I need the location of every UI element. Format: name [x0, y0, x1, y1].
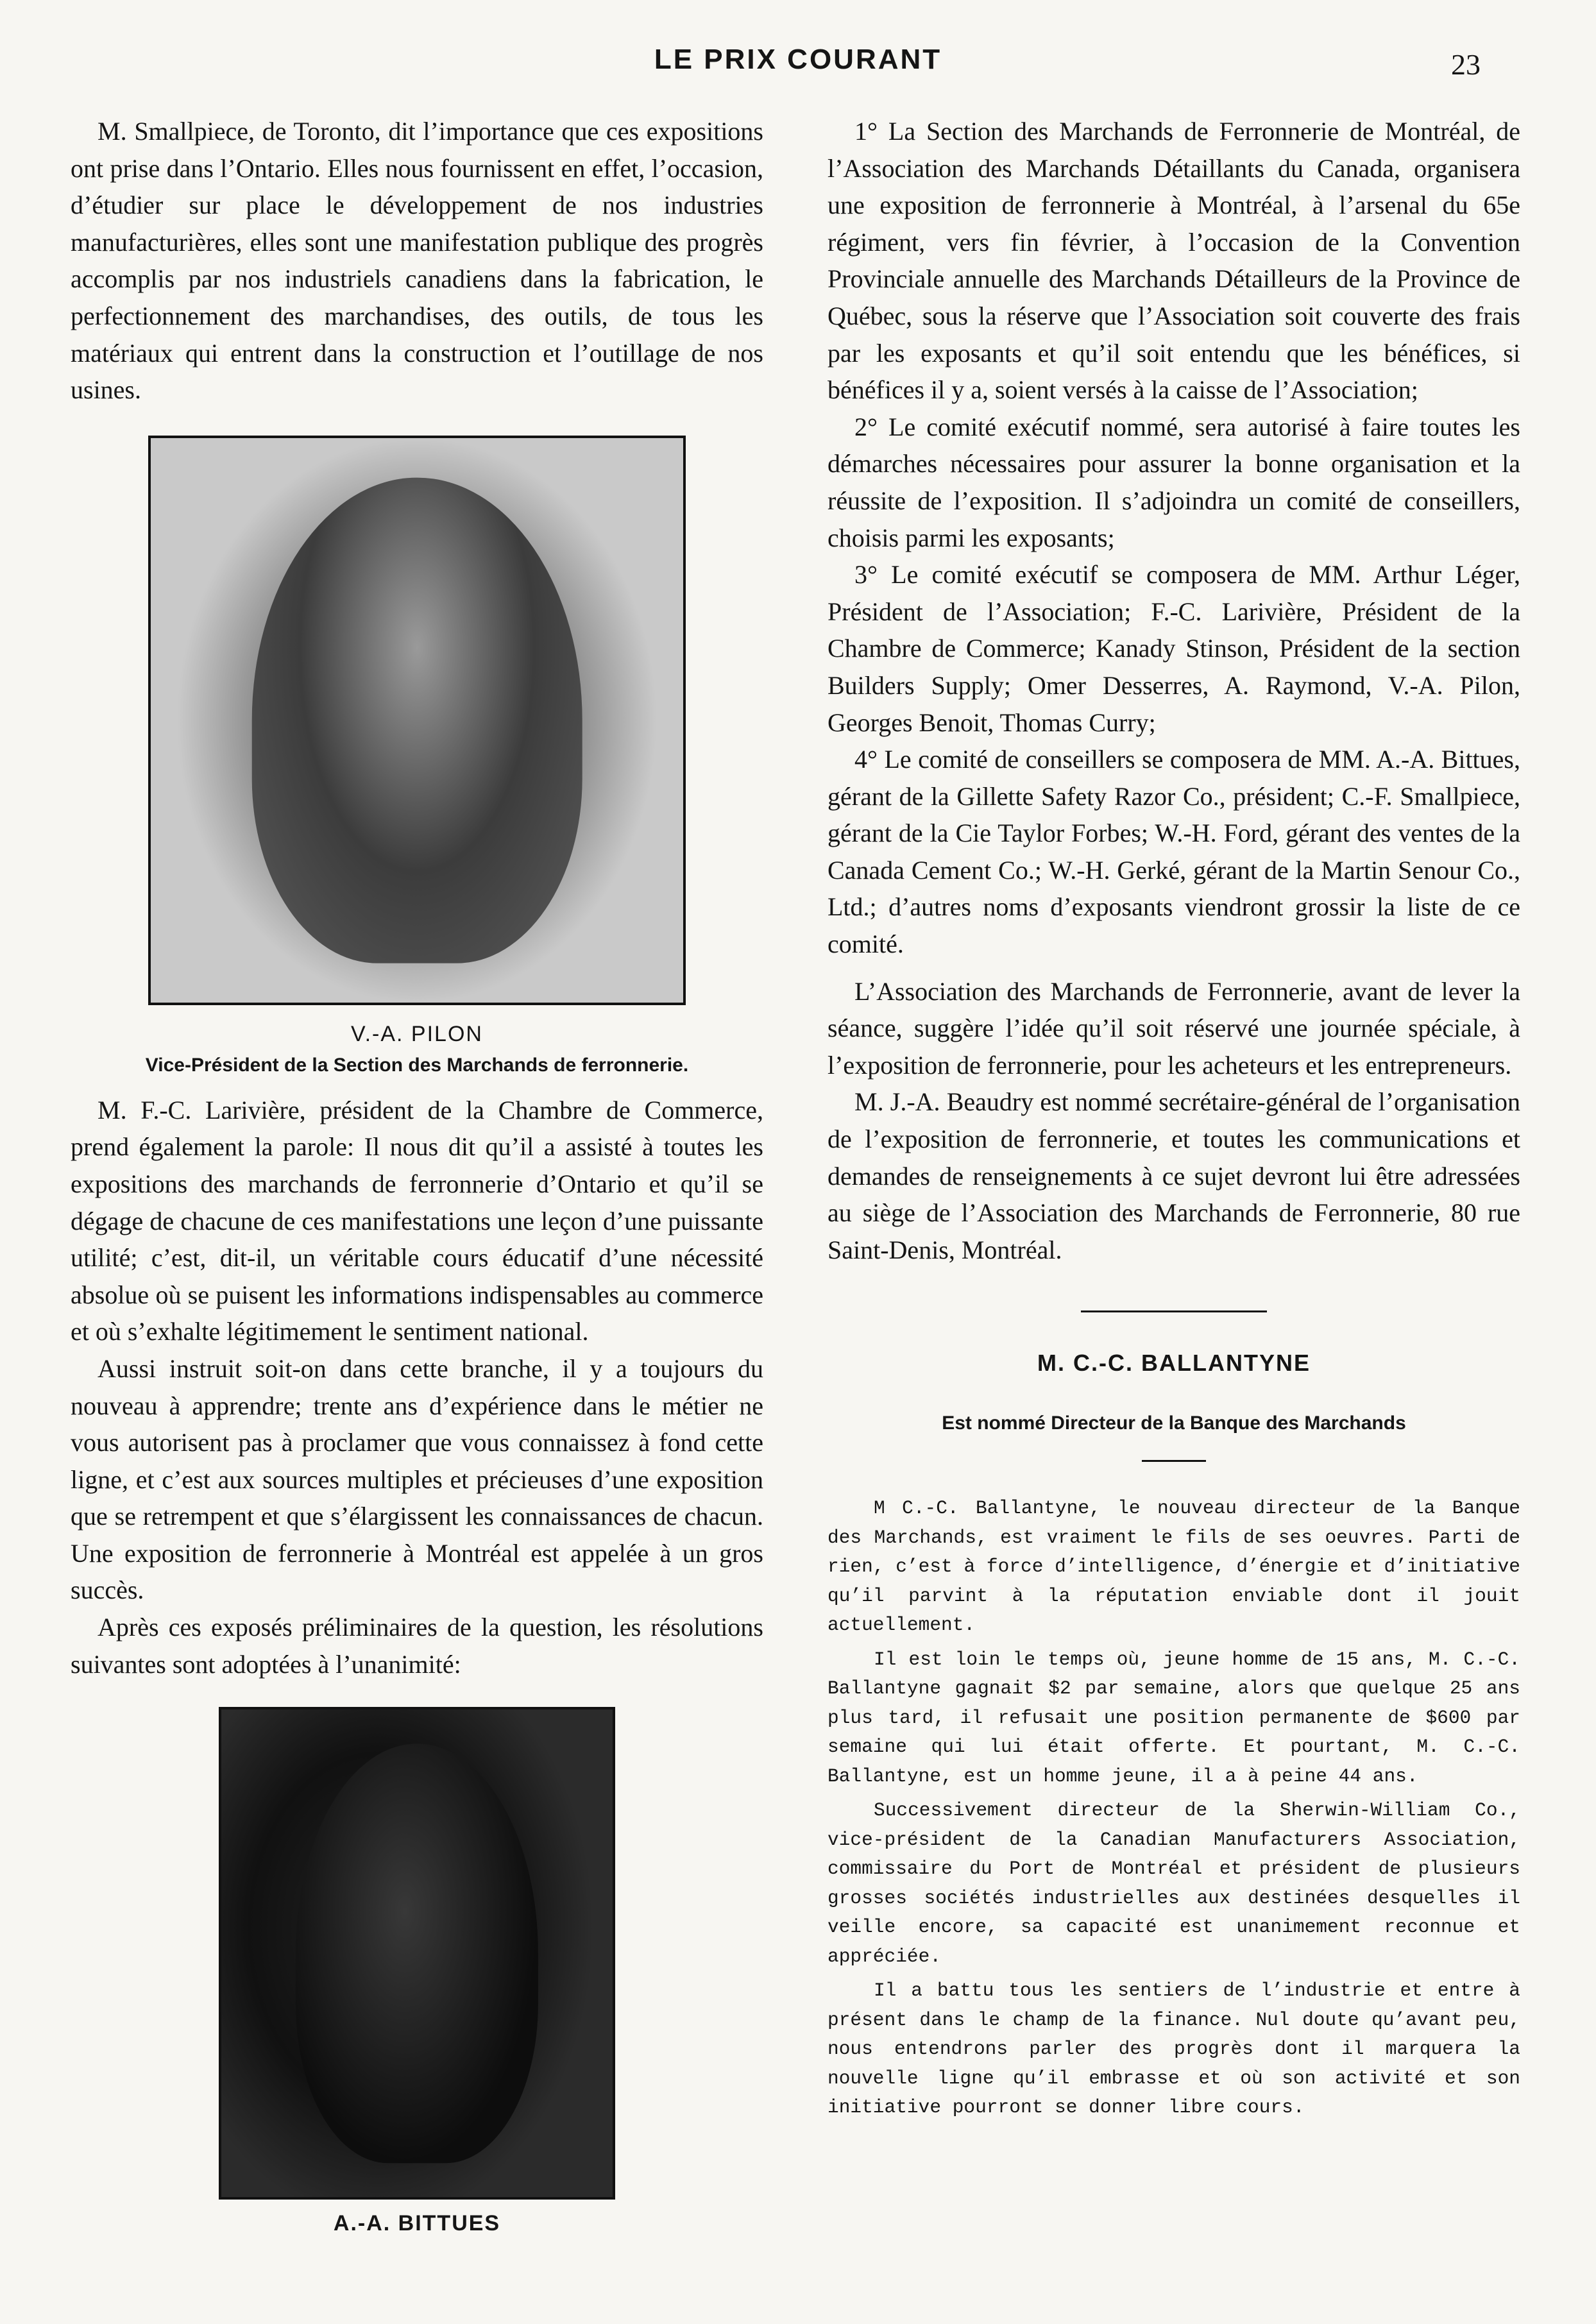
pilon-caption-role: Vice-Président de la Section des Marchands de ferronnerie.: [145, 1054, 689, 1076]
subheading-divider: [1142, 1460, 1206, 1462]
ballantyne-paragraph-4: Il a battu tous les sentiers de l’industrie et entre à présent dans le champ de la finance. Nul doute qu’avant peu, nous entendrons parler des progrès dont il marquera la nouvelle ligne qu’il embrasse et où son activité et son initiative pourront se donner libre cours.: [828, 1980, 1520, 2119]
section-divider: [1081, 1310, 1267, 1312]
resolutions-intro-paragraph: Après ces exposés préliminaires de la question, les résolutions suivantes sont adoptées à l’unanimité:: [71, 1613, 763, 1679]
resolution-4: 4° Le comité de conseillers se composera de MM. A.-A. Bittues, gérant de la Gillette Safety Razor Co., président; C.-F. Smallpiece, gérant de la Cie Taylor Forbes; W.-H. Ford, gérant des ventes de la Canada Cement Co.; W.-H. Gerké, gérant de la Martin Senour Co., Ltd.; d’autres noms d’exposants viendront grossir la liste de ce comité.: [828, 745, 1520, 959]
pilon-portrait-figure: [252, 477, 582, 963]
publication-title: LE PRIX COURANT: [654, 44, 942, 75]
resolution-2: 2° Le comité exécutif nommé, sera autorisé à faire toutes les démarches nécessaires pour assurer la bonne organisation et la réussite de l’exposition. Il s’adjoindra un comité de conseillers, choisis parmi les exposants;: [828, 412, 1520, 552]
bittues-caption-name: A.-A. BITTUES: [333, 2211, 501, 2236]
special-day-paragraph: L’Association des Marchands de Ferronnerie, avant de lever la séance, suggère l’idée qu’il soit réservé une journée spéciale, à l’exposition de ferronnerie, pour les acheteurs et les entrepreneurs.: [828, 976, 1520, 1080]
resolution-3: 3° Le comité exécutif se composera de MM. Arthur Léger, Président de l’Association; F.-C. Larivière, Président de la Chambre de Commerce; Kanady Stinson, Président de la section Builders Supply; Omer Desserres, A. Raymond, V.-A. Pilon, Georges Benoit, Thomas Curry;: [828, 560, 1520, 737]
right-column: [828, 113, 1520, 2123]
lariviere-paragraph: M. F.-C. Larivière, président de la Chambre de Commerce, prend également la parole: Il nous dit qu’il a assisté à toutes les expositions des marchands de ferronnerie d’Ontario et qu’il se dégage de chacune de ces manifestations une leçon d’une puissante utilité; c’est, dit-il, un véritable cours éducatif d’une nécessité absolue où se puisent les informations indispensables au commerce et où s’exhalte légitimement le sentiment national.: [71, 1095, 763, 1346]
page-header: [0, 44, 1596, 89]
ballantyne-paragraph-2: Il est loin le temps où, jeune homme de 15 ans, M. C.-C. Ballantyne gagnait $2 par semaine, alors que quelque 25 ans plus tard, il refusait une position permanente de $600 par semaine qui lui était offerte. Et pourtant, M. C.-C. Ballantyne, est un homme jeune, il a à peine 44 ans.: [828, 1648, 1520, 1787]
bittues-portrait: [219, 1707, 615, 2200]
bittues-portrait-figure: [296, 1743, 538, 2163]
ballantyne-subheading: Est nommé Directeur de la Banque des Marchands: [942, 1412, 1406, 1434]
ballantyne-paragraph-3: Successivement directeur de la Sherwin-William Co., vice-président de la Canadian Manufacturers Association, commissaire du Port de Montréal et président de plusieurs grosses sociétés industrielles aux destinées desquelles il veille encore, sa capacité est unanimement reconnue et appréciée.: [828, 1799, 1520, 1967]
ballantyne-paragraph-1: M C.-C. Ballantyne, le nouveau directeur de la Banque des Marchands, est vraiment le fils de ses oeuvres. Parti de rien, c’est à force d’intelligence, d’énergie et d’initiative qu’il parvint à la réputation enviable dont il jouit actuellement.: [828, 1497, 1520, 1636]
smallpiece-paragraph: M. Smallpiece, de Toronto, dit l’importance que ces expositions ont prise dans l’Ontario. Elles nous fournissent en effet, l’occasion, d’étudier sur place le développement de nos industries manufacturières, elles sont une manifestation publique des progrès accomplis par nos industriels canadiens dans la fabrication, le perfectionnement des marchandises, des outils, de tous les matériaux qui entrent dans la construction et l’outillage de nos usines.: [71, 117, 763, 405]
pilon-caption-name: V.-A. PILON: [351, 1021, 483, 1046]
resolution-1: 1° La Section des Marchands de Ferronnerie de Montréal, de l’Association des Marchands Détaillants du Canada, organisera une exposition de ferronnerie à Montréal, à l’arsenal du 65e régiment, vers fin février, à l’occasion de la Convention Provinciale annuelle des Marchands Détailleurs de la Province de Québec, sous la réserve que l’Association soit couverte des frais par les exposants et qu’il soit entendu que les bénéfices, si bénéfices il y a, soient versés à la caisse de l’Association;: [828, 117, 1520, 405]
left-column: [71, 113, 763, 2236]
aussi-instruit-paragraph: Aussi instruit soit-on dans cette branche, il y a toujours du nouveau à apprendre; trente ans d’expérience dans le métier ne vous autorisent pas à proclamer que vous connaissez à fond cette ligne, et c’est aux sources multiples et précieuses d’une exposition que se retrempent et que s’élargissent les connaissances de chacun. Une exposition de ferronnerie à Montréal est appelée à un gros succès.: [71, 1353, 763, 1605]
pilon-portrait: [148, 436, 686, 1005]
ballantyne-heading: M. C.-C. BALLANTYNE: [1037, 1350, 1311, 1377]
page-number: 23: [1451, 48, 1481, 81]
beaudry-paragraph: M. J.-A. Beaudry est nommé secrétaire-général de l’organisation de l’exposition de ferronnerie, et toutes les communications et demandes de renseignements à ce sujet devront lui être adressées au siège de l’Association des Marchands de Ferronnerie, 80 rue Saint-Denis, Montréal.: [828, 1087, 1520, 1264]
